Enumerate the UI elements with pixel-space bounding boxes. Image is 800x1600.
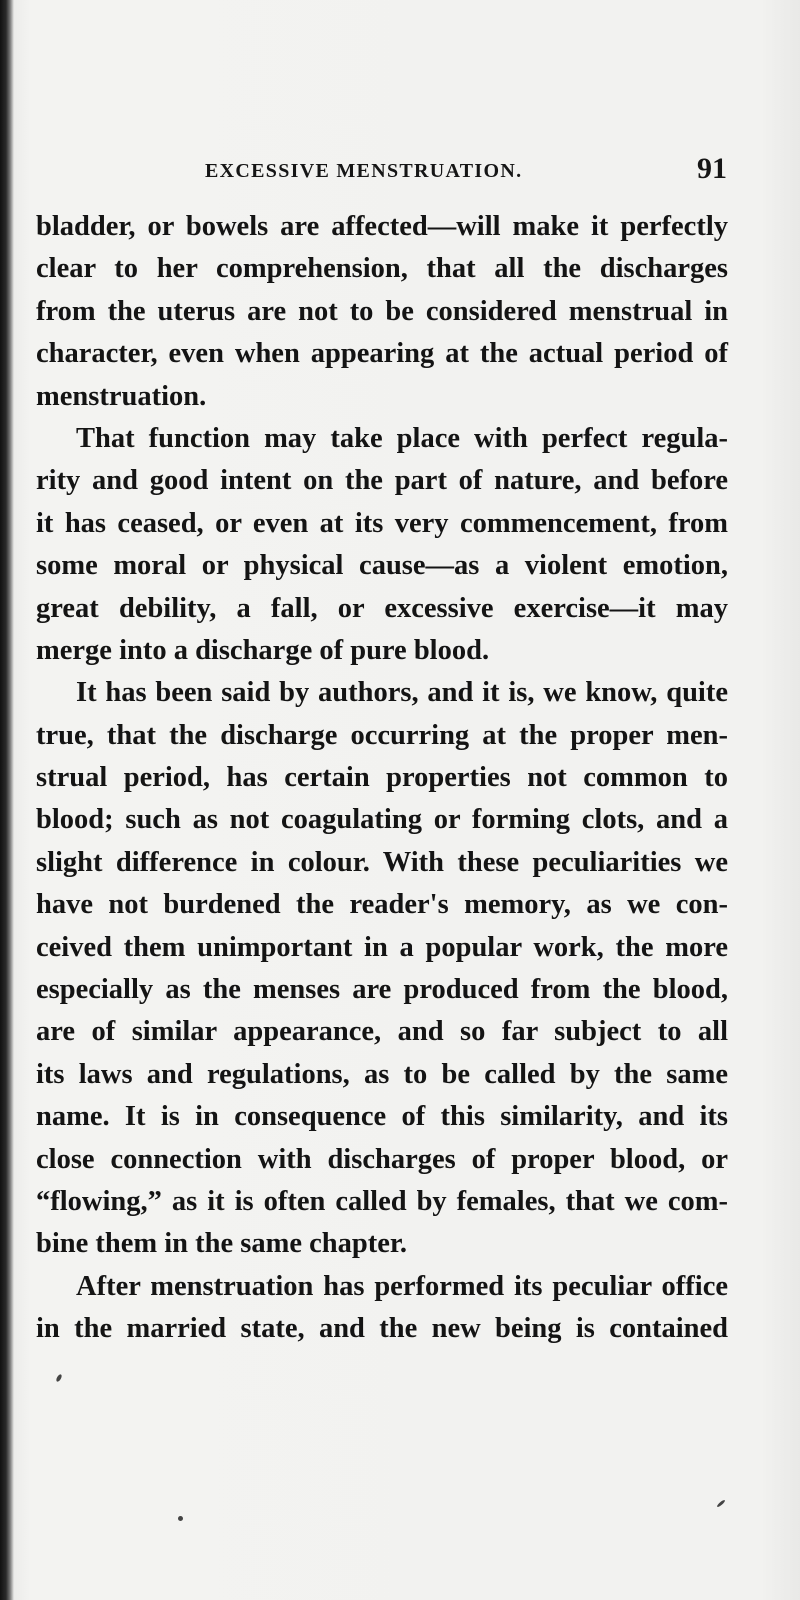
text-line: close connection with discharges of proper blood, or <box>36 1143 728 1175</box>
text-line: That function may take place with perfect regula- <box>76 422 728 454</box>
paper-speck <box>716 1499 726 1508</box>
running-title: EXCESSIVE MENSTRUATION. <box>205 160 523 182</box>
text-line: its laws and regulations, as to be called by the same <box>36 1058 728 1090</box>
text-line: name. It is in consequence of this similarity, and its <box>36 1101 728 1133</box>
text-line: some moral or physical cause—as a violent emotion, <box>36 550 728 582</box>
text-line: true, that the discharge occurring at the proper men- <box>36 719 728 751</box>
page-binding-edge <box>0 0 14 1600</box>
text-line: menstruation. <box>36 380 207 412</box>
text-line: are of similar appearance, and so far subject to all <box>36 1016 728 1048</box>
text-line: strual period, has certain properties not common to <box>36 762 728 794</box>
text-line: ceived them unimportant in a popular work, the more <box>36 931 728 963</box>
text-line: After menstruation has performed its peculiar office <box>76 1270 728 1302</box>
text-line: bine them in the same chapter. <box>36 1228 408 1260</box>
text-line: clear to her comprehension, that all the discharges <box>36 253 728 285</box>
text-line: merge into a discharge of pure blood. <box>36 634 490 666</box>
text-line: especially as the menses are produced from the blood, <box>36 974 728 1006</box>
running-header <box>35 152 727 192</box>
text-line: bladder, or bowels are affected—will make it perfectly <box>36 211 728 242</box>
page-number: 91 <box>697 152 727 185</box>
text-line: it has ceased, or even at its very commencement, from <box>36 507 728 539</box>
text-line: in the married state, and the new being is contained <box>36 1313 728 1345</box>
text-line: It has been said by authors, and it is, we know, quite <box>76 677 728 709</box>
text-line: from the uterus are not to be considered menstrual in <box>36 295 728 327</box>
paper-speck <box>55 1374 62 1383</box>
text-line: blood; such as not coagulating or forming clots, and a <box>36 804 728 836</box>
text-line: great debility, a fall, or excessive exercise—it may <box>36 592 728 624</box>
text-line: have not burdened the reader's memory, as we con- <box>36 889 728 921</box>
text-line: slight difference in colour. With these peculiarities we <box>36 846 728 878</box>
body-text <box>36 206 728 1351</box>
text-line: rity and good intent on the part of nature, and before <box>36 465 728 497</box>
paper-speck <box>178 1516 183 1521</box>
text-line: character, even when appearing at the actual period of <box>36 338 728 370</box>
text-line: “flowing,” as it is often called by females, that we com- <box>36 1185 728 1217</box>
